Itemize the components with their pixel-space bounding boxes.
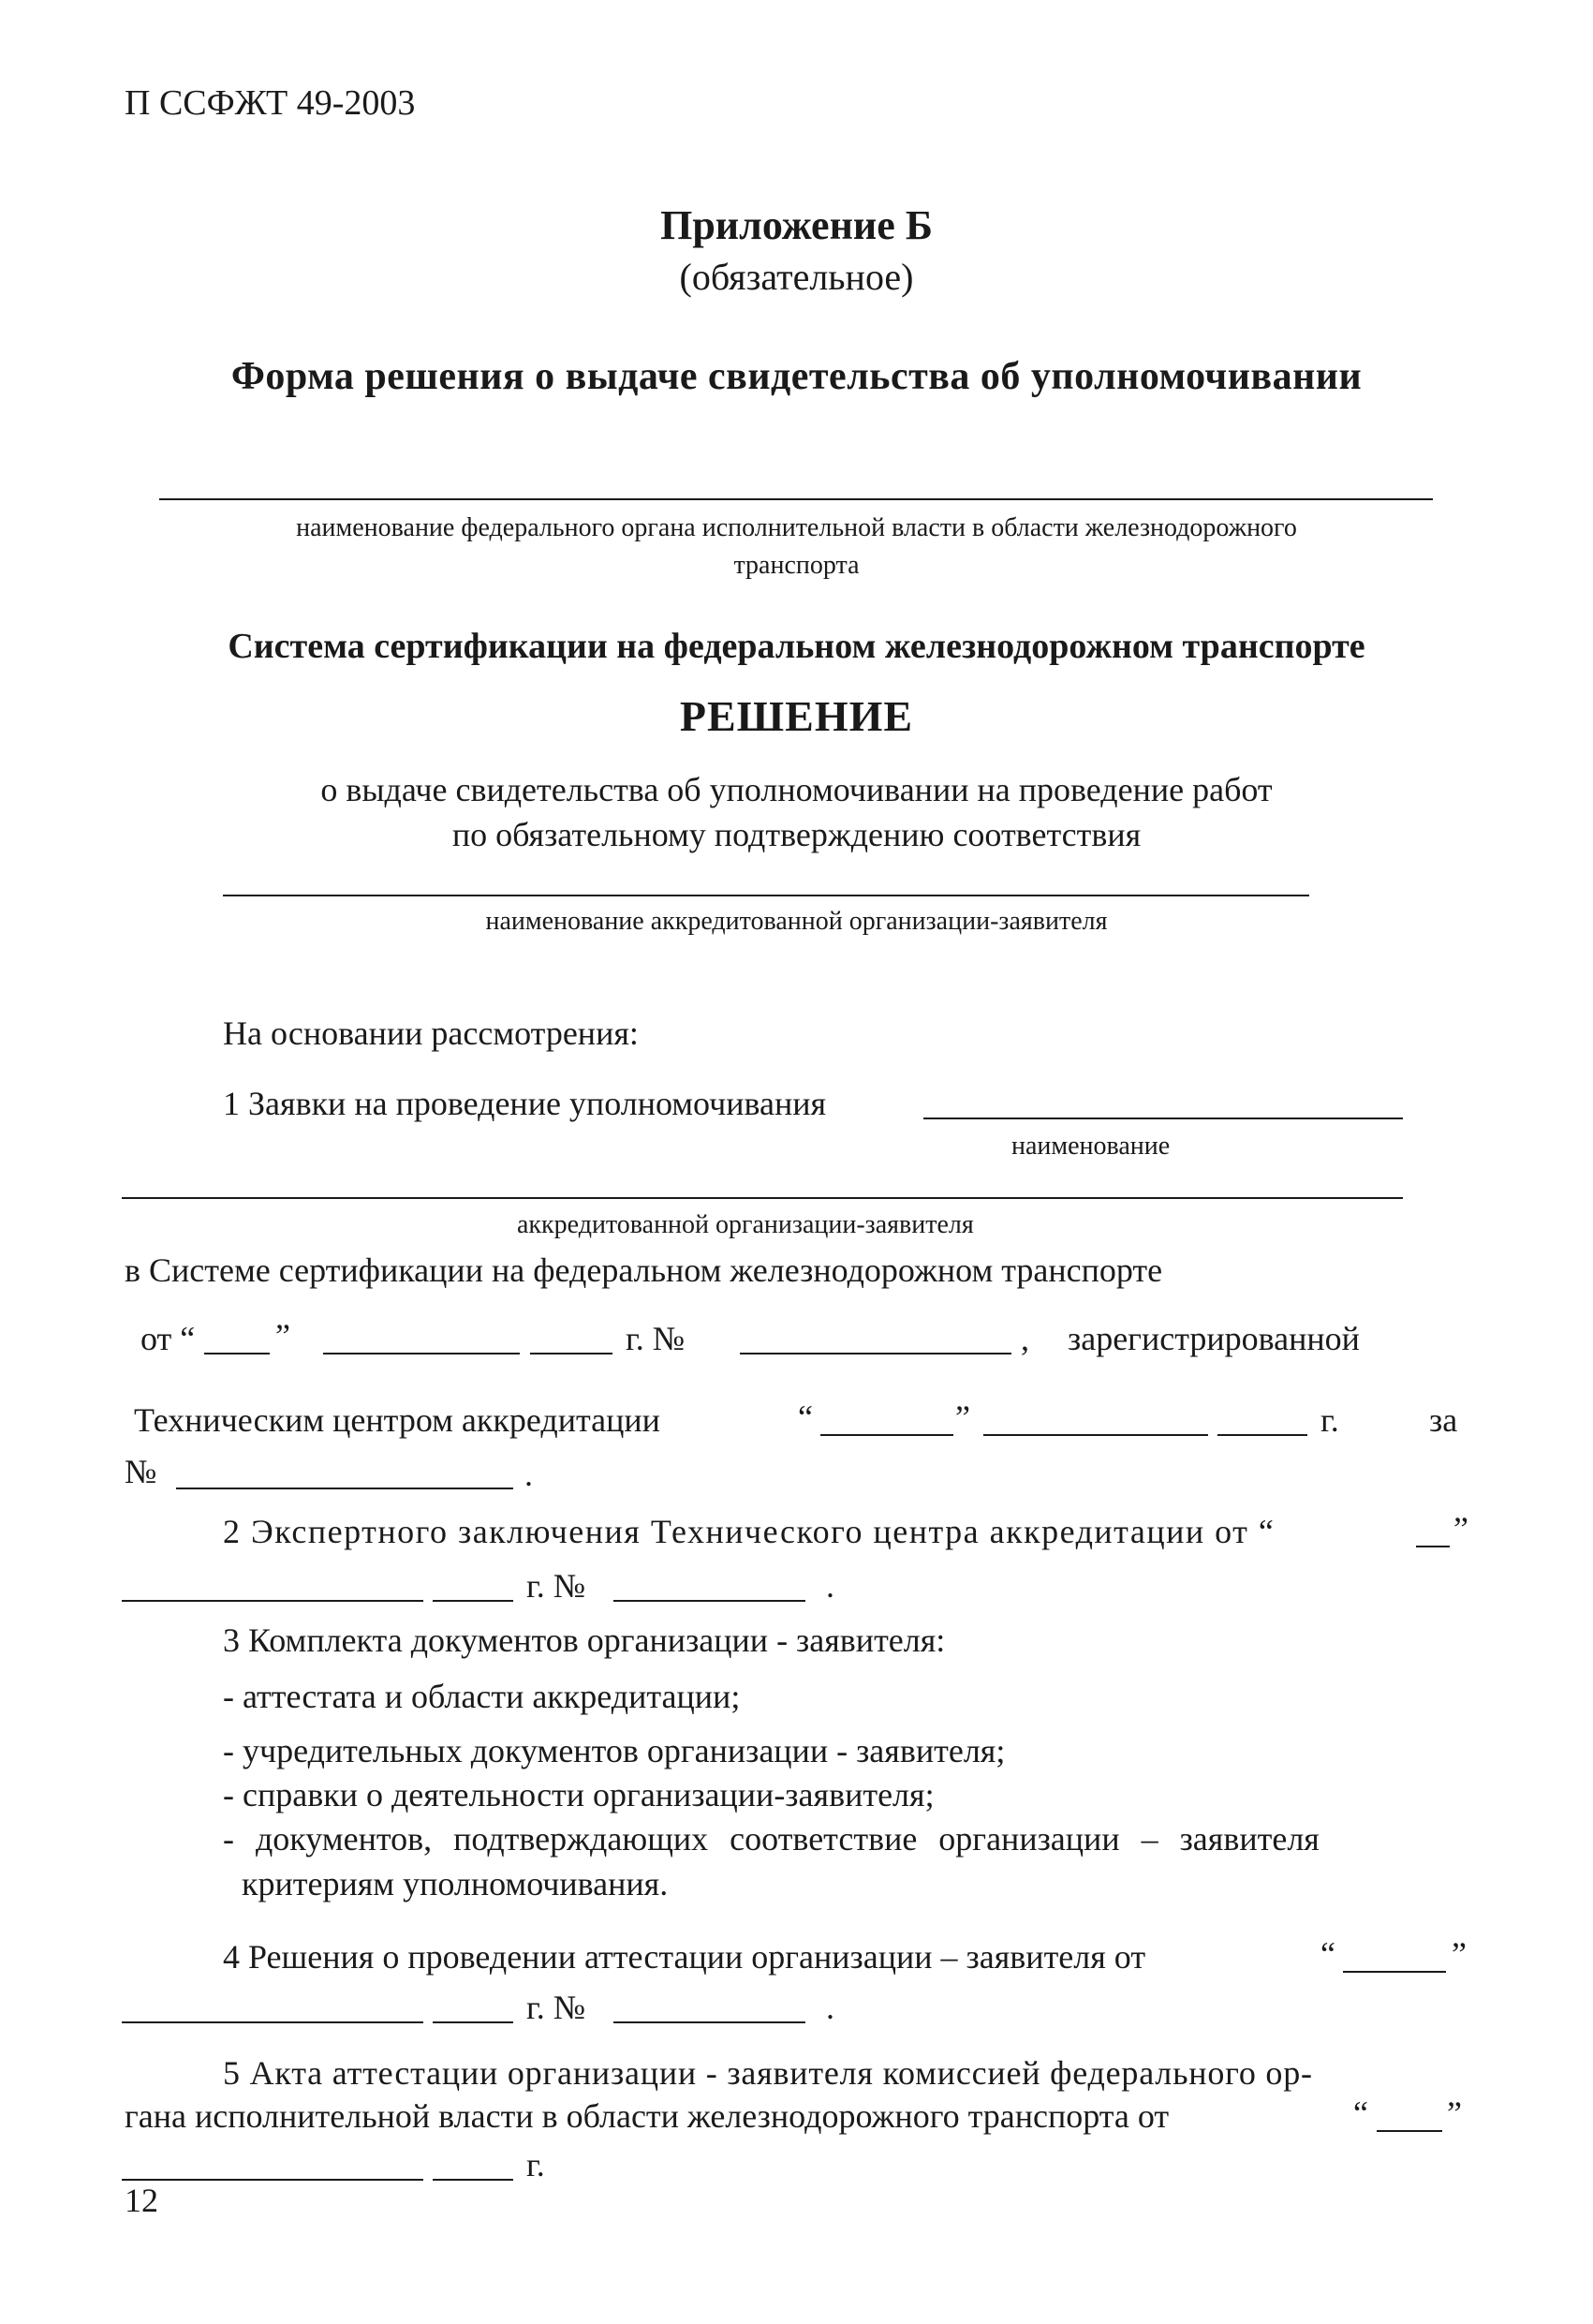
month-blank: [323, 1353, 520, 1354]
item4-period: .: [826, 1989, 834, 2026]
tech-center-text: Техническим центром аккредитации: [134, 1401, 660, 1439]
bullet-item: - документов, подтверждающих соответствие организации – заявителя: [223, 1820, 1320, 1858]
item2-quote-close: ”: [1453, 1510, 1468, 1547]
bullet-item: - аттестата и области аккредитации;: [223, 1678, 741, 1715]
item2-number-blank: [613, 1600, 805, 1602]
item1-blank-line: [923, 1118, 1403, 1119]
item2-month-blank: [122, 1600, 423, 1602]
item3-label: 3 Комплекта документов организации - заявителя:: [223, 1621, 946, 1659]
authority-caption-cont: транспорта: [733, 551, 860, 580]
tc-day-blank: [820, 1434, 953, 1436]
item5-text-cont: гана исполнительной власти в области железнодорожного транспорта от: [125, 2097, 1170, 2135]
number-sign: №: [125, 1453, 157, 1490]
tc-month-blank: [983, 1434, 1208, 1436]
item1-system-text: в Системе сертификации на федеральном железнодорожном транспорте: [125, 1251, 1163, 1289]
item5-quote-close: ”: [1447, 2095, 1462, 2132]
item4-quote-close: ”: [1452, 1935, 1467, 1973]
bullet-item: - справки о деятельности организации-заявителя;: [223, 1776, 935, 1813]
reg-number-blank: [740, 1353, 1011, 1354]
item4-text: 4 Решения о проведении аттестации организации – заявителя от: [223, 1938, 1146, 1976]
item1-label: 1 Заявки на проведение уполномочивания: [223, 1085, 827, 1122]
item1-caption-cont: аккредитованной организации-заявителя: [517, 1210, 974, 1239]
quote-close: ”: [275, 1317, 290, 1354]
appendix-subtitle: (обязательное): [679, 256, 914, 298]
appendix-title: Приложение Б: [660, 202, 933, 248]
form-title: Форма решения о выдаче свидетельства об уполномочивании: [230, 355, 1363, 398]
applicant-caption: наименование аккредитованной организации-заявителя: [485, 907, 1108, 936]
quote-open: “: [798, 1399, 813, 1436]
from-label: от “: [140, 1320, 196, 1357]
tc-year-label: г.: [1320, 1401, 1339, 1439]
day-blank: [204, 1353, 270, 1354]
item5-quote-open: “: [1353, 2095, 1368, 2132]
authority-caption: наименование федерального органа исполнительной власти в области железнодорожного: [296, 513, 1297, 542]
quote-close-2: ”: [955, 1399, 970, 1436]
za-text: за: [1429, 1401, 1458, 1439]
item4-year-blank: [433, 2021, 513, 2023]
item5-text: 5 Акта аттестации организации - заявителя комиссией федерального ор-: [223, 2054, 1313, 2092]
intro-text: На основании рассмотрения:: [223, 1014, 639, 1052]
system-name: Система сертификации на федеральном железнодорожном транспорте: [228, 627, 1365, 666]
item5-month-blank: [122, 2179, 423, 2181]
tc-number-blank: [176, 1488, 513, 1489]
decision-title: РЕШЕНИЕ: [679, 692, 914, 740]
item5-day-blank: [1377, 2130, 1442, 2132]
year-blank: [530, 1353, 612, 1354]
item4-number-blank: [613, 2021, 805, 2023]
page-number: 12: [125, 2182, 158, 2219]
year-number-label: г. №: [626, 1320, 686, 1357]
item5-year-label: г.: [526, 2146, 545, 2183]
item1-blank-line-2: [122, 1197, 1403, 1199]
item2-text: 2 Экспертного заключения Технического центра аккредитации от “: [223, 1513, 1276, 1550]
item2-year-blank: [433, 1600, 513, 1602]
item2-period: .: [826, 1567, 834, 1605]
decision-subtitle: о выдаче свидетельства об уполномочивании на проведение работ: [320, 771, 1273, 808]
document-code: П ССФЖТ 49-2003: [125, 83, 416, 123]
applicant-blank-line: [223, 895, 1309, 896]
item1-caption: наименование: [1011, 1132, 1171, 1161]
item2-day-blank: [1416, 1546, 1450, 1547]
registered-text: зарегистрированной: [1068, 1320, 1360, 1357]
decision-subtitle-cont: по обязательному подтверждению соответствия: [451, 816, 1142, 853]
item4-quote-open: “: [1320, 1935, 1335, 1973]
comma: ,: [1021, 1320, 1029, 1357]
item4-year-label: г. №: [526, 1989, 586, 2026]
period: .: [524, 1456, 533, 1493]
item5-year-blank: [433, 2179, 513, 2181]
item4-day-blank: [1343, 1971, 1446, 1973]
authority-blank-line: [159, 498, 1433, 500]
bullet-item: - учредительных документов организации - заявителя;: [223, 1732, 1006, 1769]
item4-month-blank: [122, 2021, 423, 2023]
item2-year-label: г. №: [526, 1567, 586, 1605]
tc-year-blank: [1217, 1434, 1307, 1436]
bullet-item-cont: критериям уполномочивания.: [242, 1865, 669, 1902]
